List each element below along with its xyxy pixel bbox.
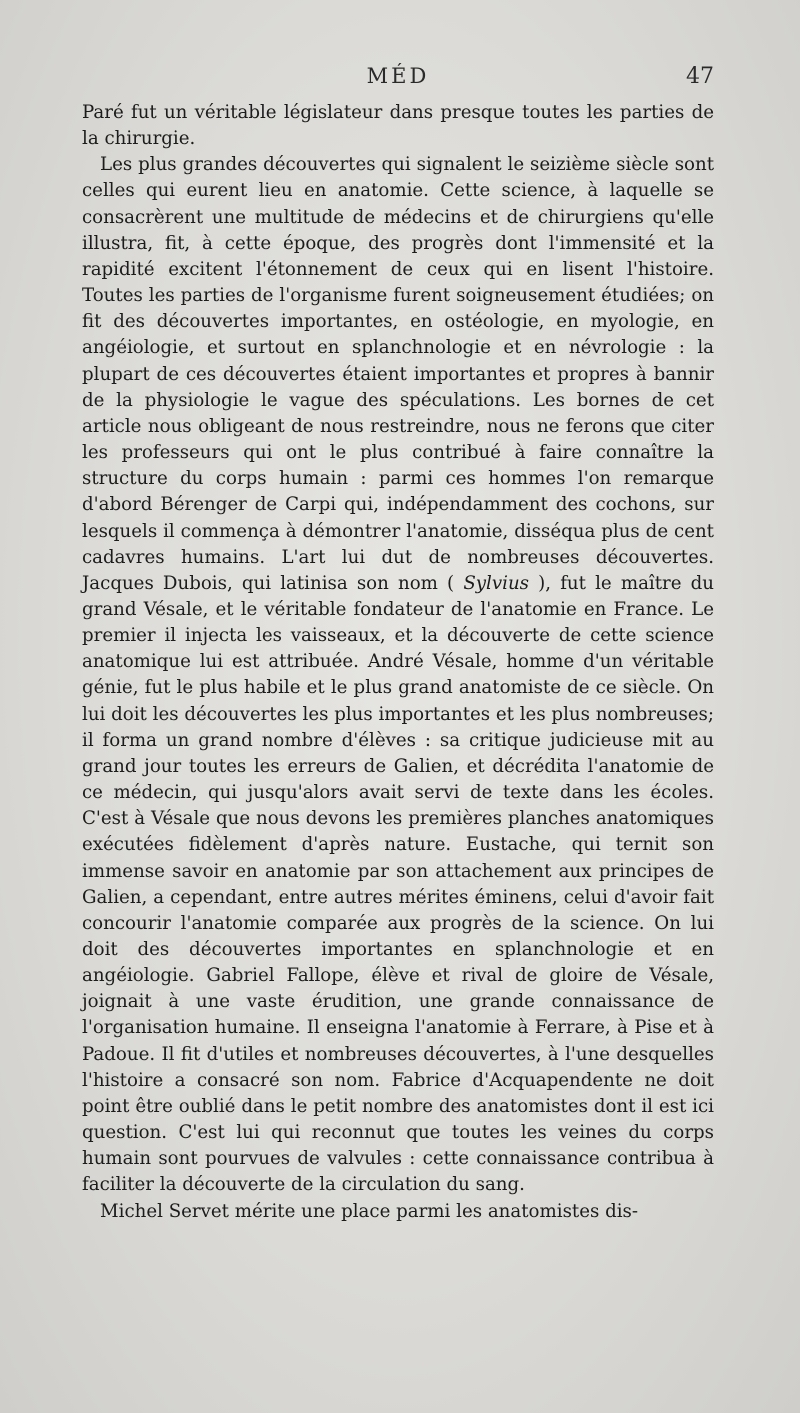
paragraph-anatomy-part-1: Les plus grandes découvertes qui signalent le seizième siècle sont celles qui eurent lieu en anatomie. Cette science, à laquelle se consacrèrent une multitude de médecins et de chirurgiens qu'elle illustra, fit, à cette époque, des progrès dont l'immensité et la rapidité excitent l'étonnement de ceux qui en lisent l'histoire. Toutes les parties de l'organisme furent soigneusement étudiées; on fit des découvertes importantes, en ostéologie, en myologie, en angéiologie, et surtout en splanchnologie et en névrologie : la plupart de ces découvertes étaient importantes et propres à bannir de la physiologie le vague des spéculations. Les bornes de cet article nous obligeant de nous restreindre, nous ne ferons que citer les professeurs qui ont le plus contribué à faire connaître la structure du corps humain : parmi ces hommes l'on remarque d'abord Bérenger de Carpi qui, indépendamment des cochons, sur lesquels il commença à démontrer l'anatomie, disséqua plus de cent cadavres humains. L'art lui dut de nombreuses découvertes. Jacques Dubois, qui latinisa son nom ( bbox=[82, 154, 714, 594]
page-number: 47 bbox=[686, 64, 714, 89]
page-content bbox=[82, 64, 714, 1225]
body-text bbox=[82, 100, 714, 1225]
running-header bbox=[82, 64, 714, 100]
paragraph-anatomy-part-2: ), fut le maître du grand Vésale, et le véritable fondateur de l'anatomie en France. Le premier il injecta les vaisseaux, et la découverte de cette science anatomique lui est attribuée. André Vésale, homme d'un véritable génie, fut le plus habile et le plus grand anatomiste de ce siècle. On lui doit les découvertes les plus importantes et les plus nombreuses; il forma un grand nombre d'élèves : sa critique judicieuse mit au grand jour toutes les erreurs de Galien, et décrédita l'anatomie de ce médecin, qui jusqu'alors avait servi de texte dans les écoles. C'est à Vésale que nous devons les premières planches anatomiques exécutées fidèlement d'après nature. Eustache, qui ternit son immense savoir en anatomie par son attachement aux principes de Galien, a cependant, entre autres mérites éminens, celui d'avoir fait concourir l'anatomie comparée aux progrès de la science. On lui doit des découvertes importantes en splanchnologie et en angéiologie. Gabriel Fallope, élève et rival de gloire de Vésale, joignait à une vaste érudition, une grande connaissance de l'organisation humaine. Il enseigna l'anatomie à Ferrare, à Pise et à Padoue. Il fit d'utiles et nombreuses découvertes, à l'une desquelles l'histoire a consacré son nom. Fabrice d'Acquapendente ne doit point être oublié dans le petit nombre des anatomistes dont il est ici question. C'est lui qui reconnut que toutes les veines du corps humain sont pourvues de valvules : cette connaissance contribua à faciliter la découverte de la circulation du sang. bbox=[82, 572, 714, 1196]
paragraph-continued: Paré fut un véritable législateur dans presque toutes les parties de la chirurgie. bbox=[82, 102, 714, 150]
paragraph-anatomy bbox=[82, 152, 714, 1198]
running-title: MÉD bbox=[366, 64, 430, 88]
paragraph-servet: Michel Servet mérite une place parmi les anatomistes dis- bbox=[100, 1200, 639, 1222]
sylvius-italic: Sylvius bbox=[463, 572, 530, 594]
